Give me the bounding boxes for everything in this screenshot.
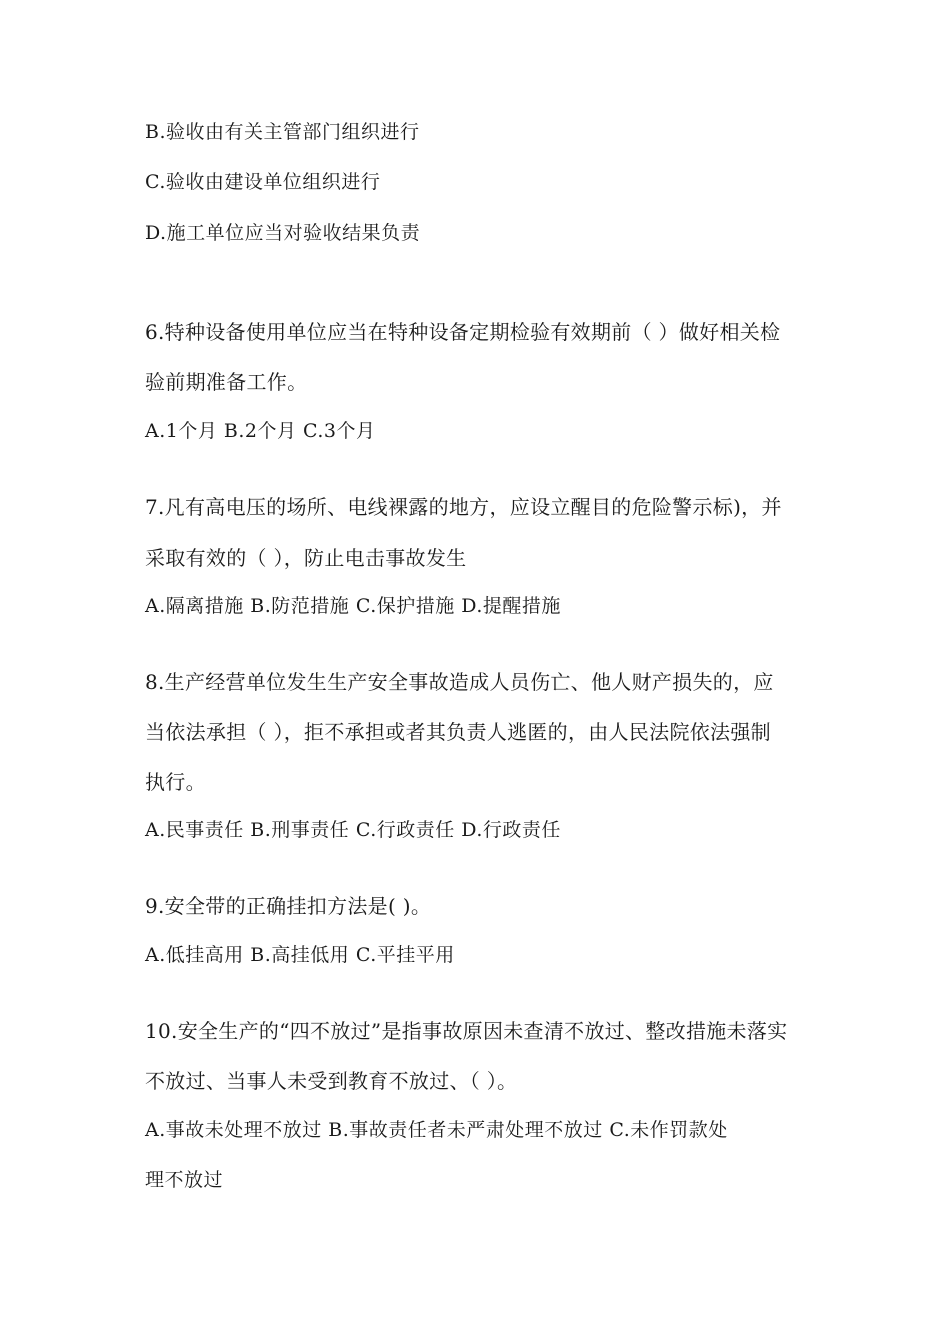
q8-text-line1: 8.生产经营单位发生生产安全事故造成人员伤亡、他人财产损失的，应 — [145, 670, 774, 694]
q10-text-line1: 10.安全生产的“四不放过”是指事故原因未查清不放过、整改措施未落实 — [145, 1019, 788, 1043]
q10-options-line2: 理不放过 — [145, 1169, 224, 1191]
q6-text-line2: 验前期准备工作。 — [145, 370, 308, 394]
prev-option-c: C.验收由建设单位组织进行 — [145, 171, 381, 193]
q10-options-line1: A.事故未处理不放过 B.事故责任者未严肃处理不放过 C.未作罚款处 — [145, 1119, 728, 1141]
q6-text-line1: 6.特种设备使用单位应当在特种设备定期检验有效期前（ ）做好相关检 — [145, 320, 781, 344]
prev-option-d: D.施工单位应当对验收结果负责 — [145, 222, 421, 244]
prev-option-b: B.验收由有关主管部门组织进行 — [145, 121, 420, 143]
q10-text-line2: 不放过、当事人未受到教育不放过、（ ）。 — [145, 1069, 518, 1093]
q6-options: A.1个月 B.2个月 C.3个月 — [145, 420, 376, 442]
q7-options: A.隔离措施 B.防范措施 C.保护措施 D.提醒措施 — [145, 595, 561, 617]
q8-text-line2: 当依法承担（ ），拒不承担或者其负责人逃匿的，由人民法院依法强制 — [145, 720, 771, 744]
q7-text-line2: 采取有效的（ ），防止电击事故发生 — [145, 546, 467, 570]
q8-options: A.民事责任 B.刑事责任 C.行政责任 D.行政责任 — [145, 819, 561, 841]
q9-text-line1: 9.安全带的正确挂扣方法是( )。 — [145, 894, 432, 918]
q8-text-line3: 执行。 — [145, 770, 206, 794]
q9-options: A.低挂高用 B.高挂低用 C.平挂平用 — [145, 944, 455, 966]
q7-text-line1: 7.凡有高电压的场所、电线裸露的地方，应设立醒目的危险警示标)，并 — [145, 495, 782, 519]
